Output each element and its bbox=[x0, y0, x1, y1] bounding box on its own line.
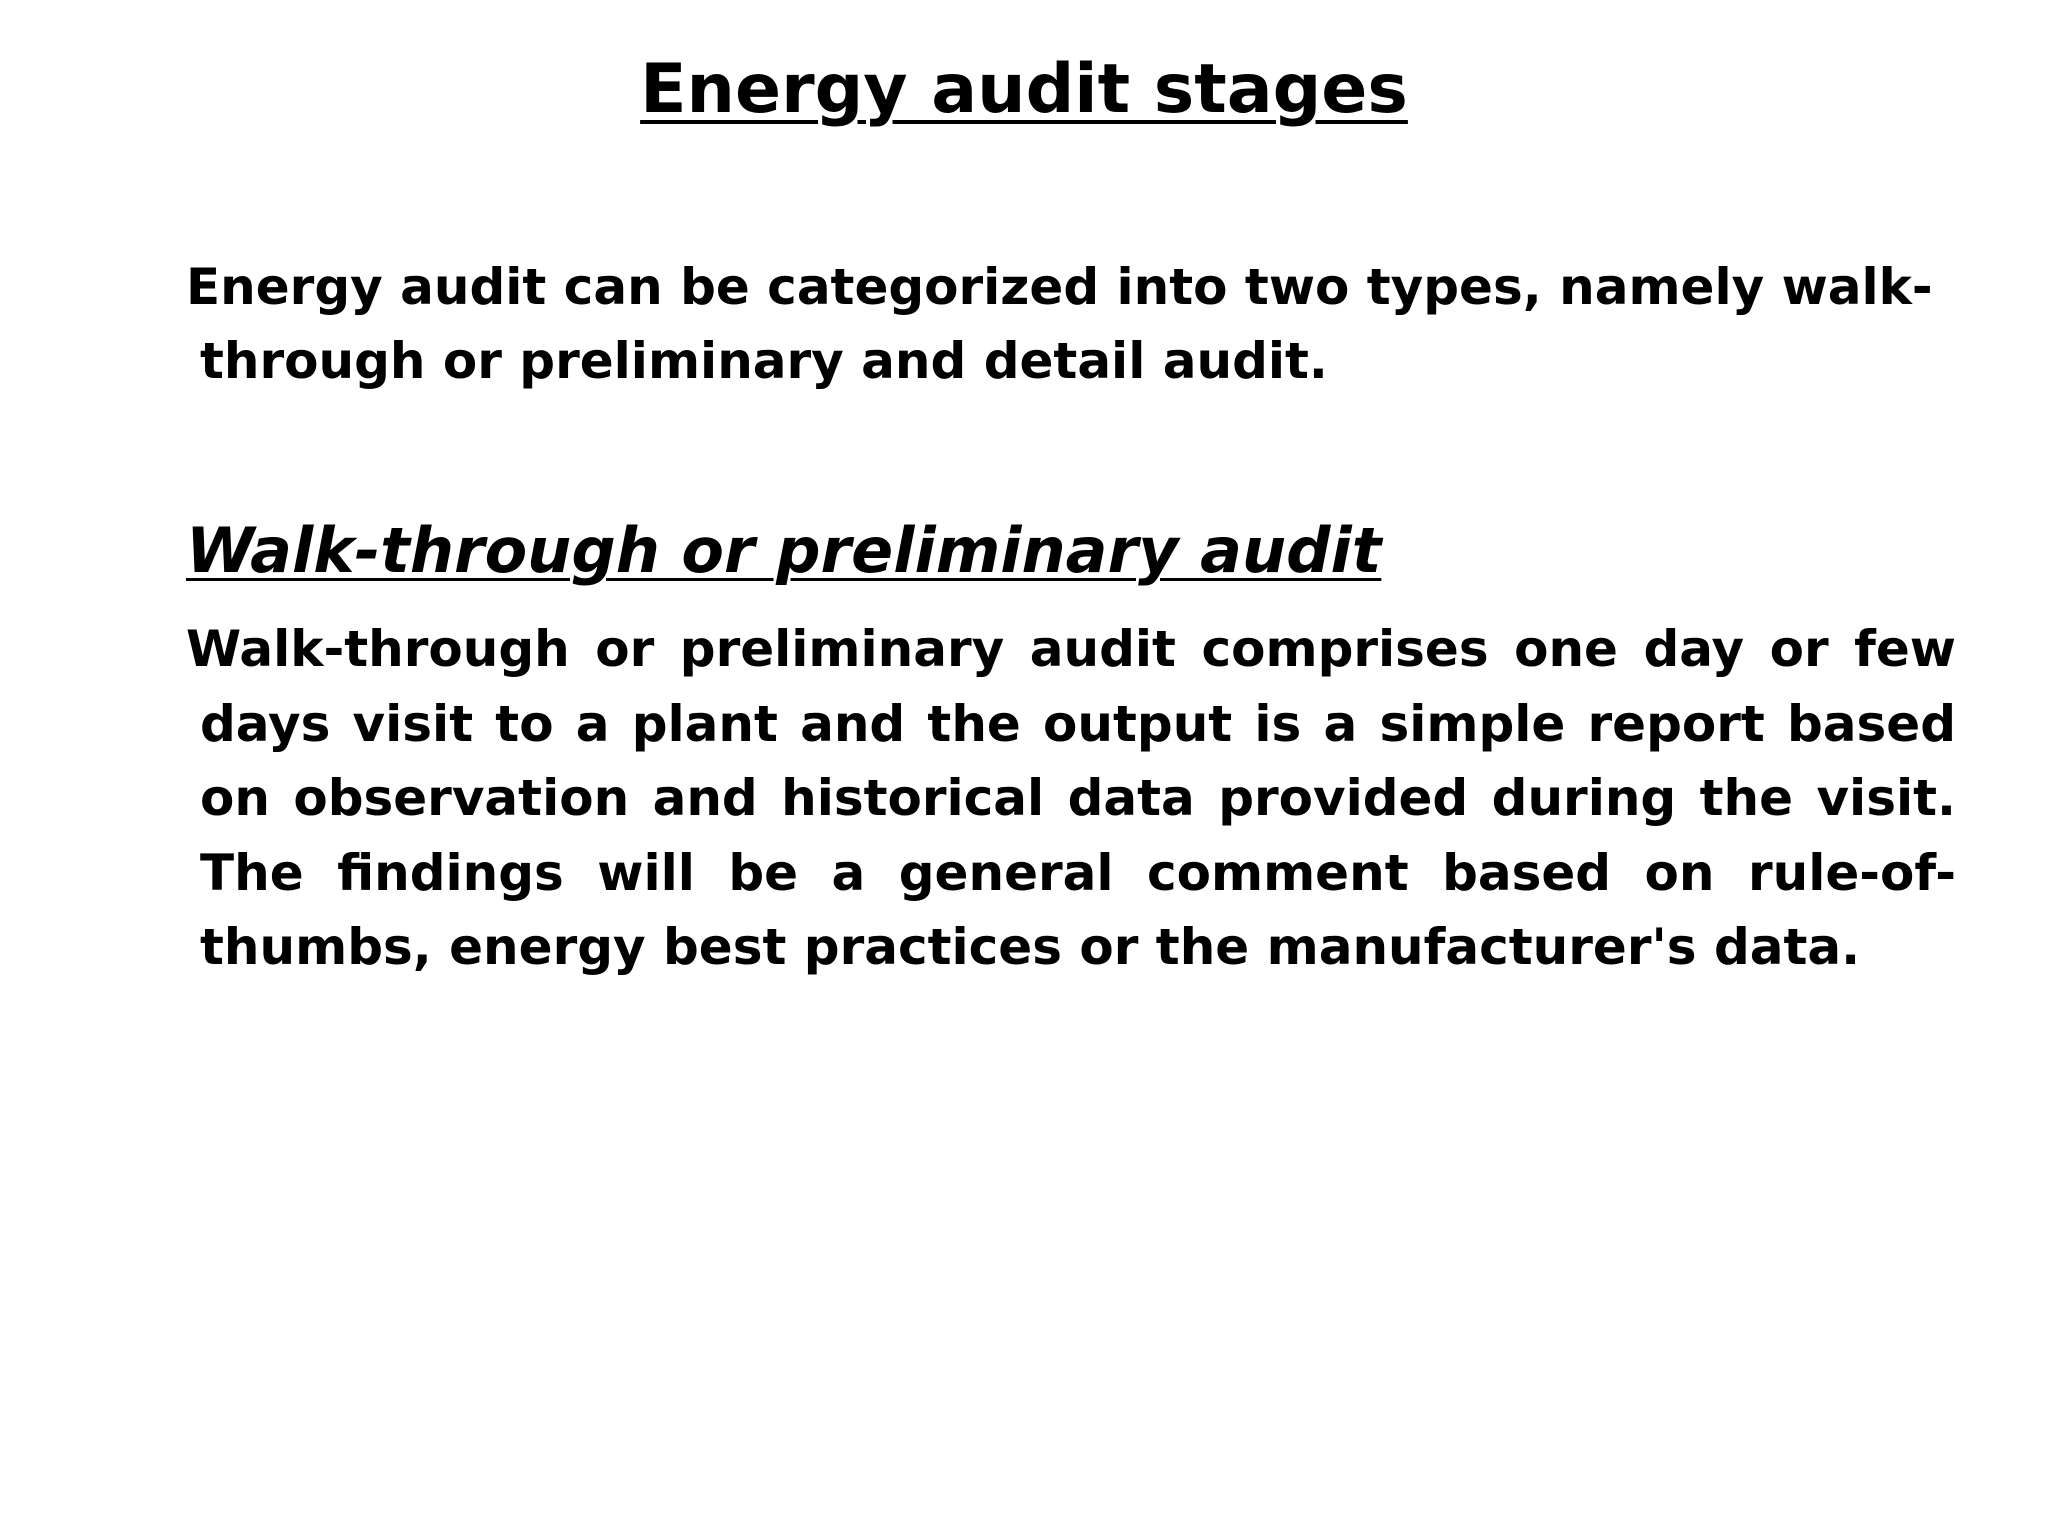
slide-title: Energy audit stages bbox=[640, 50, 1408, 129]
section-heading: Walk-through or preliminary audit bbox=[186, 514, 1382, 587]
intro-paragraph: Energy audit can be categorized into two types, namely walk-through or preliminary and detail audit. bbox=[186, 258, 1933, 390]
section-body: Walk-through or preliminary audit comprises one day or few days visit to a plant and the output is a simple report based on observation and historical data provided during the visit. The findings will be a general comment based on rule-of-thumbs, energy best practices or the manufacturer's data. bbox=[186, 620, 1956, 976]
